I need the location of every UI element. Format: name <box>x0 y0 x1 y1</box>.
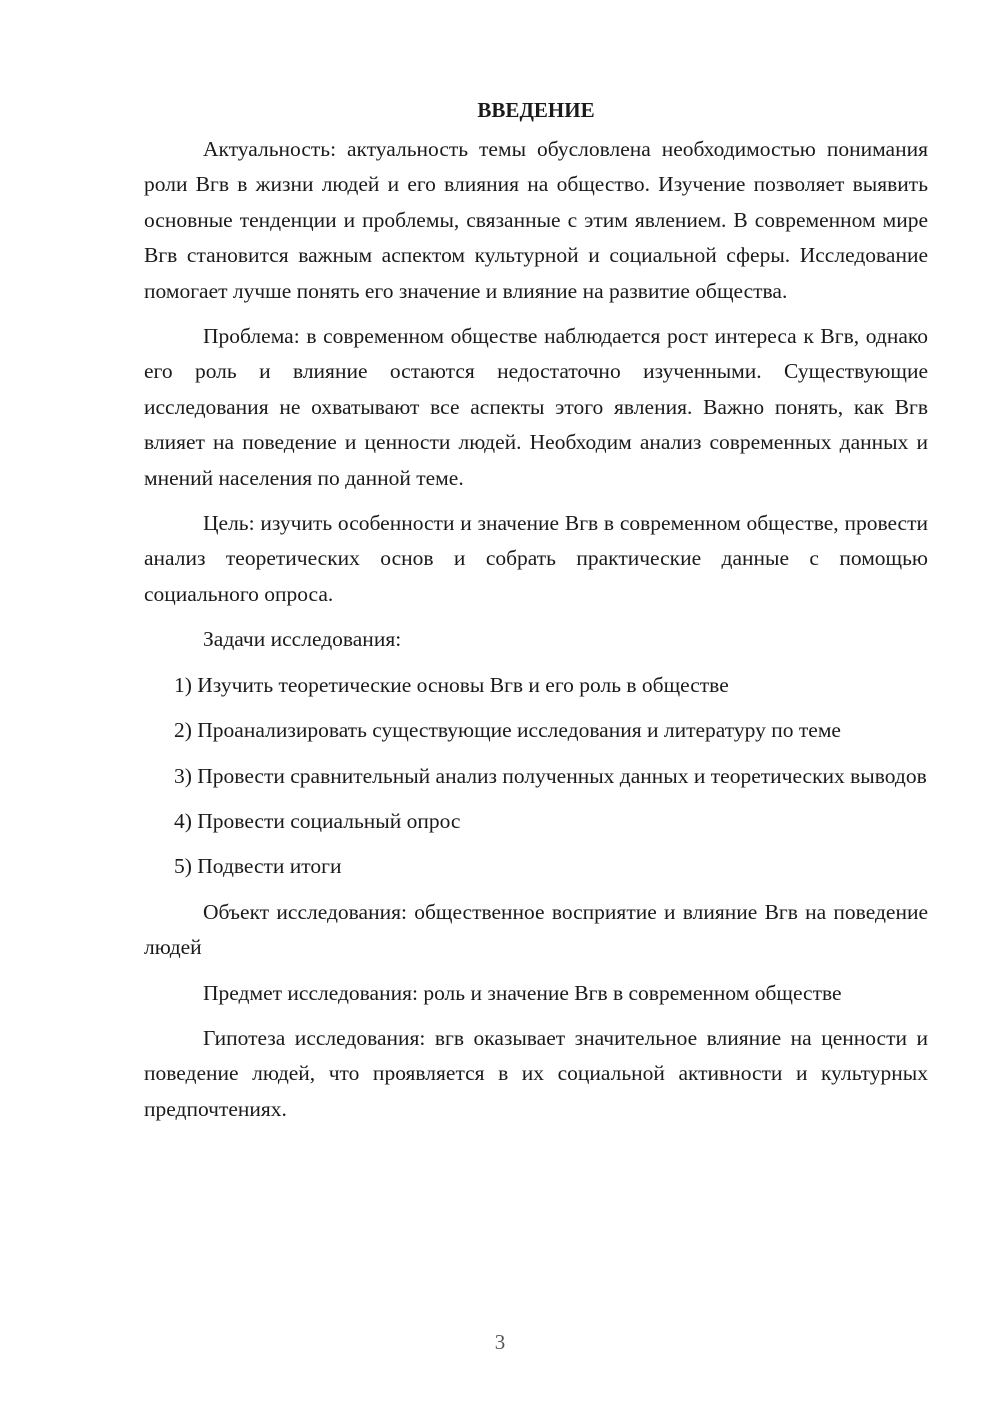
tasks-heading: Задачи исследования: <box>203 627 402 652</box>
paragraph-object: Объект исследования: общественное восприятие и влияние Вгв на поведение людей <box>144 899 928 960</box>
task-item-1: 1) Изучить теоретические основы Вгв и его роль в обществе <box>174 672 729 697</box>
paragraph-hypothesis: Гипотеза исследования: вгв оказывает значительное влияние на ценности и поведение людей, что проявляется в их социальной активности и культурных предпочтениях. <box>144 1025 928 1121</box>
section-title: ВВЕДЕНИЕ <box>477 98 595 122</box>
task-item-3: 3) Провести сравнительный анализ полученных данных и теоретических выводов <box>174 763 927 788</box>
paragraph-goal: Цель: изучить особенности и значение Вгв в современном обществе, провести анализ теоретических основ и собрать практические данные с помощью социального опроса. <box>144 511 928 606</box>
task-item-5: 5) Подвести итоги <box>174 854 342 879</box>
paragraph-subject: Предмет исследования: роль и значение Вгв в современном обществе <box>203 980 842 1005</box>
document-page <box>144 92 928 1137</box>
paragraph-relevance: Актуальность: актуальность темы обусловлена необходимостью понимания роли Вгв в жизни людей и его влияния на общество. Изучение позволяет выявить основные тенденции и проблемы, связанные с этим явлением. В современном мире Вгв становится важным аспектом культурной и социальной сферы. Исследование помогает лучше понять его значение и влияние на развитие общества. <box>144 137 928 303</box>
task-item-4: 4) Провести социальный опрос <box>174 808 461 833</box>
page-number: 3 <box>494 1330 506 1354</box>
task-item-2: 2) Проанализировать существующие исследования и литературу по теме <box>174 718 841 743</box>
paragraph-problem: Проблема: в современном обществе наблюдается рост интереса к Вгв, однако его роль и влияние остаются недостаточно изученными. Существующие исследования не охватывают все аспекты этого явления. Важно понять, как Вгв влияет на поведение и ценности людей. Необходим анализ современных данных и мнений населения по данной теме. <box>144 324 928 490</box>
